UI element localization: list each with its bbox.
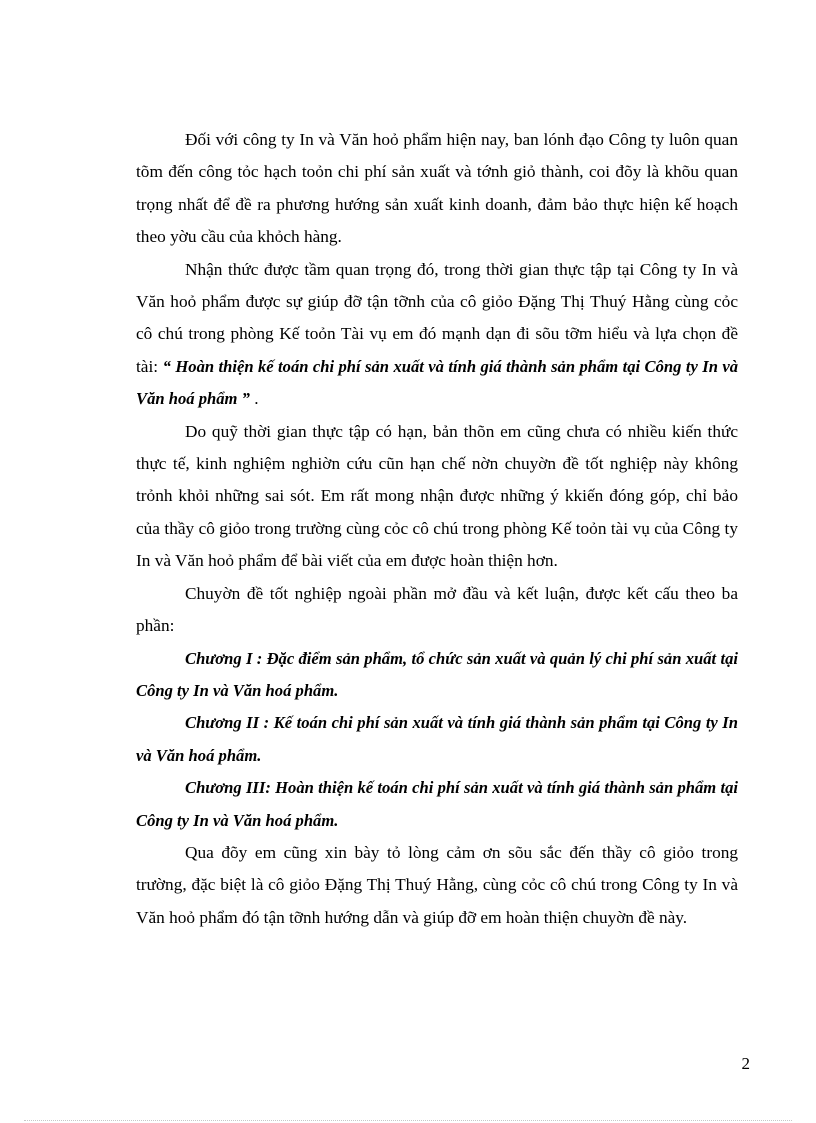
thesis-topic-title: “ Hoàn thiện kế toán chi phí sản xuất và tính giá thành sản phẩm tại Công ty In và Văn hoá phẩm ” [136,356,738,409]
paragraph-structure: Chuyờn đề tốt nghiệp ngoài phần mở đầu và kết luận, được kết cấu theo ba phần: [136,583,738,636]
paragraph-topic-lead: Nhận thức được tầm quan trọng đó, trong thời gian thực tập tại Công ty In và Văn hoỏ phẩm được sự giúp đỡ tận tỡnh của cô giỏo Đặng Thị Thuý Hằng cùng cỏc cô chú trong phòng Kế toỏn Tài vụ em đó mạnh dạn đi sõu tỡm hiểu và lựa chọn đề tài: [136,259,738,376]
paragraph-topic-selection [136,254,738,416]
document-body [136,124,738,934]
chapter-3-title: Chương III: Hoàn thiện kế toán chi phí sản xuất và tính giá thành sản phẩm tại Công ty In và Văn hoá phẩm. [136,778,738,830]
page-number: 2 [741,1054,750,1073]
paragraph-intro: Đối với công ty In và Văn hoỏ phẩm hiện nay, ban lónh đạo Công ty luôn quan tõm đến công tỏc hạch toỏn chi phí sản xuất và tớnh giỏ thành, coi đõy là khõu quan trọng nhất để đề ra phương hướng sản xuất kinh doanh, đảm bảo thực hiện kế hoạch theo yờu cầu của khỏch hàng. [136,130,738,247]
chapter-1-title: Chương I : Đặc điểm sản phẩm, tổ chức sản xuất và quản lý chi phí sản xuất tại Công ty In và Văn hoá phẩm. [136,648,738,700]
paragraph-acknowledgement: Qua đõy em cũng xin bày tỏ lòng cảm ơn sõu sắc đến thầy cô giỏo trong trường, đặc biệt là cô giỏo Đặng Thị Thuý Hằng, cùng cỏc cô chú trong Công ty In và Văn hoỏ phẩm đó tận tỡnh hướng dẫn và giúp đỡ em hoàn thiện chuyờn đề này. [136,842,738,927]
page-bottom-divider [24,1120,792,1121]
paragraph-topic-tail: . [249,389,259,409]
paragraph-limitations: Do quỹ thời gian thực tập có hạn, bản thõn em cũng chưa có nhiều kiến thức thực tế, kinh nghiệm nghiờn cứu cũn hạn chế nờn chuyờn đề tốt nghiệp này không trỏnh khỏi những sai sót. Em rất mong nhận được những ý kkiến đóng góp, chỉ bảo của thầy cô giỏo trong trường cùng cỏc cô chú trong phòng Kế toỏn tài vụ của Công ty In và Văn hoỏ phẩm để bài viết của em được hoàn thiện hơn. [136,421,738,571]
chapter-2-title: Chương II : Kế toán chi phí sản xuất và tính giá thành sản phẩm tại Công ty In và Văn hoá phẩm. [136,713,738,765]
